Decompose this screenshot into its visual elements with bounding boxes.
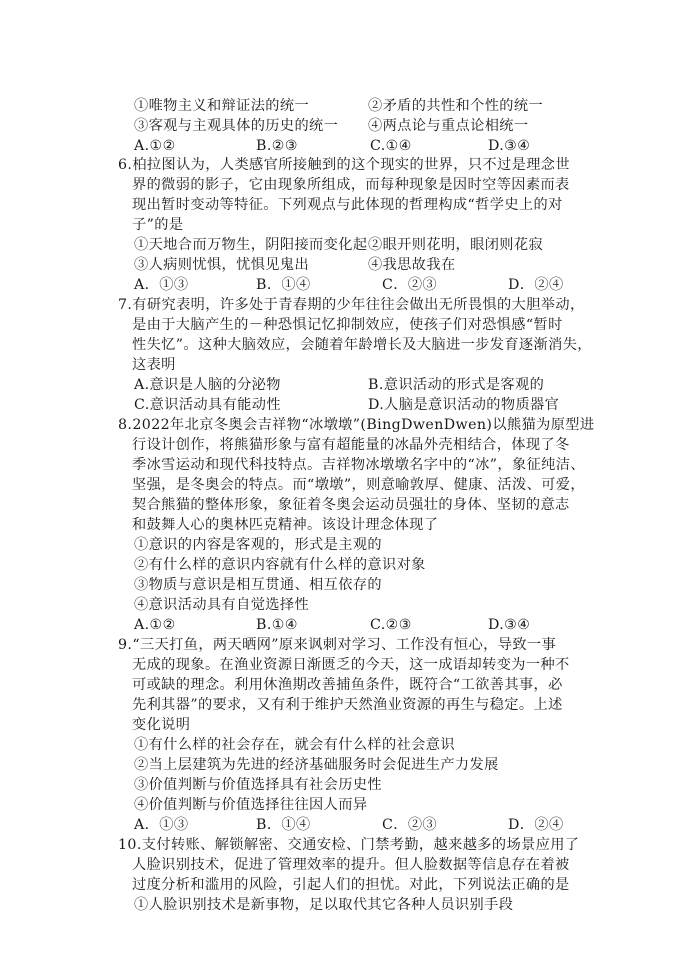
q8-answer-b: B.①④ (256, 617, 298, 633)
q5-answer-b: B.②③ (256, 138, 298, 154)
q6-stem-line-3: 现出暂时变动等特征。下列观点与此体现的哲理构成“哲学史上的对 (132, 197, 563, 213)
q8-answer-c: C.②③ (370, 617, 412, 633)
q5-answer-c: C.①④ (370, 138, 412, 154)
q9-answer-a: A．①③ (134, 817, 189, 833)
q8-option-2: ②有什么样的意识内容就有什么样的意识对象 (134, 557, 426, 573)
q6-option-3: ③人病则忧惧，忧惧见鬼出 (134, 257, 310, 273)
q6-answer-a: A．①③ (134, 277, 189, 293)
q9-answer-b: B．①④ (256, 817, 311, 833)
q5-option-1: ①唯物主义和辩证法的统一 (134, 98, 310, 114)
q7-answer-c: C.意识活动具有能动性 (134, 397, 281, 413)
q6-answer-c: C．②③ (382, 277, 438, 293)
q7-stem-line-3: 性失忆”。这种大脑效应，会随着年龄增长及大脑进一步发育逐渐消失， (132, 337, 592, 353)
q5-option-3: ③客观与主观具体的历史的统一 (134, 118, 339, 134)
q8-stem-line-5: 契合熊猫的整体形象，象征着冬奥会运动员强壮的身体、坚韧的意志 (132, 497, 570, 513)
q8-option-4: ④意识活动具有自觉选择性 (134, 597, 310, 613)
q10-option-1: ①人脸识别技术是新事物，足以取代其它各种人员识别手段 (134, 897, 514, 913)
q7-answer-d: D.人脑是意识活动的物质器官 (368, 397, 560, 413)
q10-stem-line-2: 人脸识别技术，促进了管理效率的提升。但人脸数据等信息存在着被 (132, 857, 570, 873)
q10-stem-line-3: 过度分析和滥用的风险，引起人们的担忧。对此，下列说法正确的是 (132, 877, 570, 893)
q9-stem-line-4: 先利其器”的要求，又有利于维护天然渔业资源的再生与稳定。上述 (132, 697, 563, 713)
q7-stem-line-1: 7.有研究表明，许多处于青春期的少年往往会做出无所畏惧的大胆举动， (118, 297, 585, 313)
q8-option-3: ③物质与意识是相互贯通、相互依存的 (134, 577, 382, 593)
q8-stem-line-2: 行设计创作，将熊猫形象与富有超能量的冰晶外壳相结合，体现了冬 (132, 437, 570, 453)
q8-stem-line-4: 坚强，是冬奥会的特点。而“墩墩”，则意喻敦厚、健康、活泼、可爱， (132, 477, 585, 493)
q8-stem-line-6: 和鼓舞人心的奥林匹克精神。该设计理念体现了 (132, 517, 439, 533)
q8-stem-line-1: 8.2022年北京冬奥会吉祥物“冰墩墩”(BingDwenDwen)以熊猫为原型进 (118, 417, 595, 433)
q6-stem-line-2: 界的微弱的影子，它由现象所组成，而每种现象是因时空等因素而表 (132, 177, 570, 193)
q9-answer-d: D．②④ (508, 817, 564, 833)
q7-answer-a: A.意识是人脑的分泌物 (134, 377, 281, 393)
q5-answer-d: D.③④ (488, 138, 531, 154)
q8-stem-line-3: 季冰雪运动和现代科技特点。吉祥物冰墩墩名字中的“冰”，象征纯洁、 (132, 457, 585, 473)
q9-option-1: ①有什么样的社会存在，就会有什么样的社会意识 (134, 737, 455, 753)
q5-answer-a: A.①② (134, 138, 176, 154)
q9-option-3: ③价值判断与价值选择具有社会历史性 (134, 777, 382, 793)
q6-option-1: ①天地合而万物生，阴阳接而变化起 (134, 237, 368, 253)
q7-stem-line-2: 是由于大脑产生的－种恐惧记忆抑制效应，使孩子们对恐惧感“暂时 (132, 317, 563, 333)
q8-option-1: ①意识的内容是客观的，形式是主观的 (134, 537, 382, 553)
q7-answer-b: B.意识活动的形式是客观的 (368, 377, 545, 393)
q6-answer-b: B．①④ (256, 277, 311, 293)
q8-answer-d: D.③④ (488, 617, 531, 633)
q8-answer-a: A.①② (134, 617, 176, 633)
q9-stem-line-5: 变化说明 (132, 717, 191, 733)
q6-option-2: ②眼开则花明，眼闭则花寂 (368, 237, 544, 253)
q9-stem-line-1: 9.“三天打鱼，两天晒网”原来讽刺对学习、工作没有恒心，导致一事 (118, 637, 557, 653)
q5-option-2: ②矛盾的共性和个性的统一 (368, 98, 544, 114)
q9-option-2: ②当上层建筑为先进的经济基础服务时会促进生产力发展 (134, 757, 499, 773)
q10-stem-line-1: 10.支付转账、解锁解密、交通安检、门禁考勤，越来越多的场景应用了 (118, 837, 580, 853)
q6-stem-line-1: 6.柏拉图认为，人类感官所接触到的这个现实的世界，只不过是理念世 (118, 157, 570, 173)
q6-stem-line-4: 子”的是 (132, 217, 184, 233)
q9-stem-line-3: 可或缺的理念。利用休渔期改善捕鱼条件，既符合“工欲善其事，必 (132, 677, 563, 693)
q5-option-4: ④两点论与重点论相统一 (368, 118, 529, 134)
q7-stem-line-4: 这表明 (132, 357, 176, 373)
q9-option-4: ④价值判断与价值选择往往因人而异 (134, 797, 368, 813)
q6-answer-d: D．②④ (508, 277, 564, 293)
q9-answer-c: C．②③ (382, 817, 438, 833)
q6-option-4: ④我思故我在 (368, 257, 456, 273)
q9-stem-line-2: 无成的现象。在渔业资源日渐匮乏的今天，这一成语却转变为一种不 (132, 657, 570, 673)
